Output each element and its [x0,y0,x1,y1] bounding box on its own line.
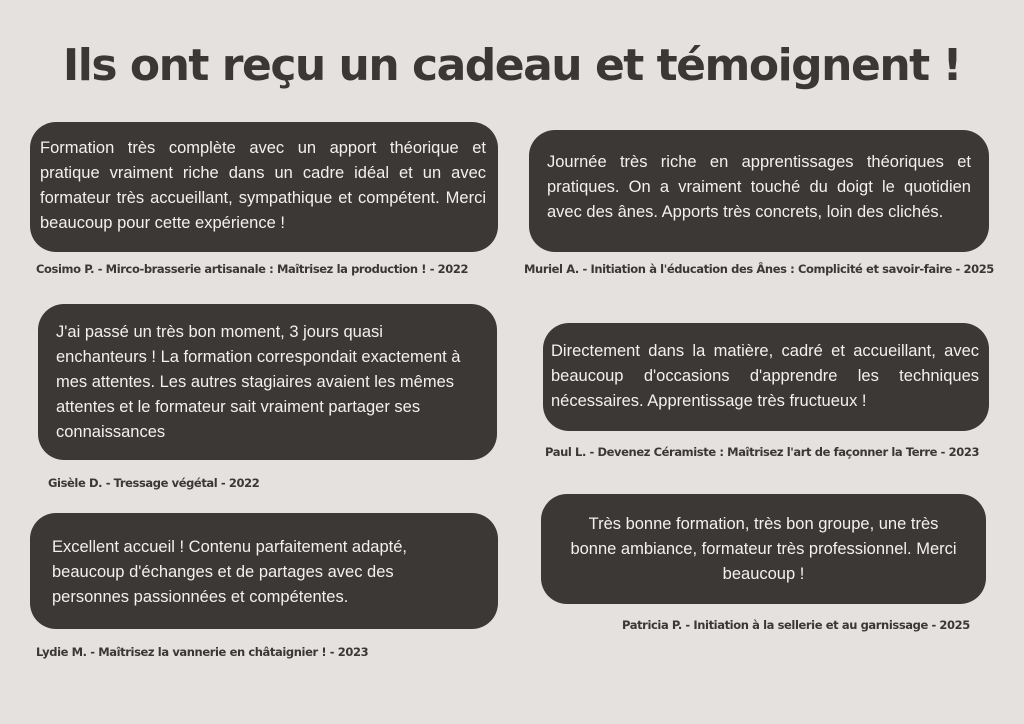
testimonial-bubble-lydie [30,513,498,629]
testimonial-author-gisele: Gisèle D. - Tressage végétal - 2022 [48,476,260,490]
testimonial-text: J'ai passé un très bon moment, 3 jours quasi enchanteurs ! La formation correspondait exactement à mes attentes. Les autres stagiaires avaient les mêmes attentes et le formateur sait vraiment partager ses connaissances [56,323,461,441]
page-title: Ils ont reçu un cadeau et témoignent ! [62,40,962,91]
testimonial-text: Excellent accueil ! Contenu parfaitement adapté, beaucoup d'échanges et de partages avec des personnes passionnées et compétentes. [52,538,407,606]
testimonial-bubble-gisele [38,304,497,460]
testimonial-text: Formation très complète avec un apport théorique et pratique vraiment riche dans un cadre idéal et un avec formateur très accueillant, sympathique et compétent. Merci beaucoup pour cette expérience ! [40,139,486,232]
testimonial-text: Très bonne formation, très bon groupe, une très bonne ambiance, formateur très professionnel. Merci beaucoup ! [570,515,957,583]
testimonial-text: Directement dans la matière, cadré et accueillant, avec beaucoup d'occasions d'apprendre les techniques nécessaires. Apprentissage très fructueux ! [551,342,979,410]
testimonial-author-paul: Paul L. - Devenez Céramiste : Maîtrisez l'art de façonner la Terre - 2023 [545,445,980,459]
testimonial-bubble-cosimo [30,122,498,252]
testimonial-author-lydie: Lydie M. - Maîtrisez la vannerie en châtaignier ! - 2023 [36,645,369,659]
testimonial-author-muriel: Muriel A. - Initiation à l'éducation des Ânes : Complicité et savoir-faire - 2025 [524,262,994,276]
testimonial-bubble-patricia [541,494,986,604]
testimonial-bubble-muriel [529,130,989,252]
testimonial-text: Journée très riche en apprentissages théoriques et pratiques. On a vraiment touché du doigt le quotidien avec des ânes. Apports très concrets, loin des clichés. [547,153,971,221]
testimonial-author-patricia: Patricia P. - Initiation à la sellerie et au garnissage - 2025 [622,618,970,632]
testimonial-author-cosimo: Cosimo P. - Mirco-brasserie artisanale : Maîtrisez la production ! - 2022 [36,262,469,276]
testimonial-bubble-paul [543,323,989,431]
